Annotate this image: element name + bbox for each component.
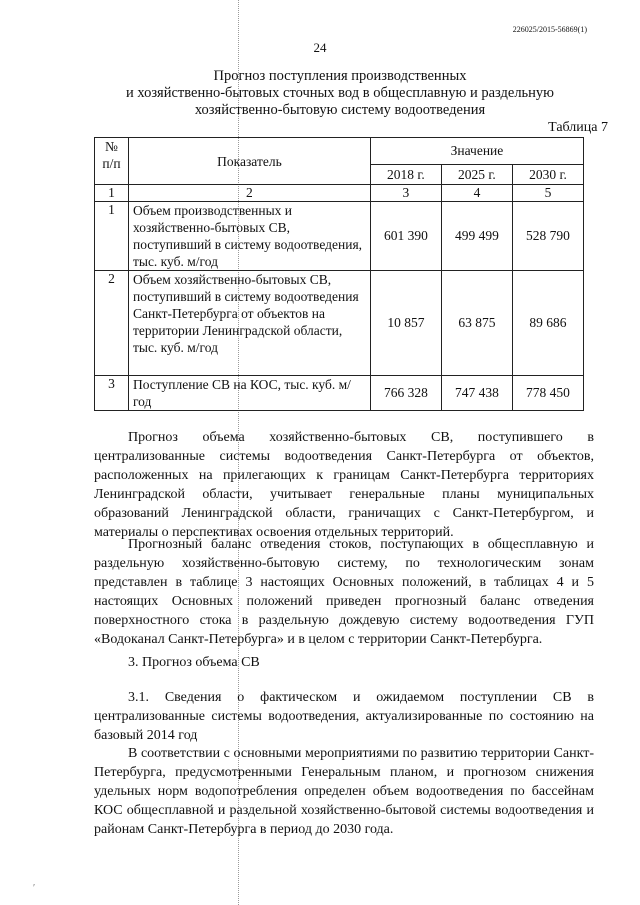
row-value-2025: 499 499 bbox=[441, 202, 512, 271]
section-3-block bbox=[94, 653, 594, 672]
col-number-4: 4 bbox=[441, 185, 512, 202]
paragraph-1-block bbox=[94, 428, 594, 542]
title-line-2: и хозяйственно-бытовых сточных вод в общесплавную и раздельную bbox=[125, 85, 555, 101]
col-number-3: 3 bbox=[370, 185, 441, 202]
row-value-2018: 766 328 bbox=[370, 376, 441, 411]
paragraph-3-block bbox=[94, 744, 594, 839]
col-number-5: 5 bbox=[512, 185, 583, 202]
subsection-3-1-block bbox=[94, 688, 594, 745]
document-number: 226025/2015-56869(1) bbox=[512, 25, 587, 34]
table-row bbox=[95, 271, 584, 376]
title-line-3: хозяйственно-бытовую систему водоотведения bbox=[194, 102, 486, 118]
row-value-2030: 528 790 bbox=[512, 202, 583, 271]
paragraph-3: В соответствии с основными мероприятиями по развитию территории Санкт-Петербурга, предусмотренными Генеральным планом, и прогнозом снижения удельных норм водопотребления определен объем водоотведения по бассейнам КОС общесплавной и раздельной хозяйственно-бытовой системы водоотведения и районам Санкт-Петербурга в период до 2030 года. bbox=[94, 746, 594, 837]
row-num: 3 bbox=[95, 376, 129, 411]
col-number-1: 1 bbox=[95, 185, 129, 202]
row-value-2030: 89 686 bbox=[512, 271, 583, 376]
row-indicator: Объем производственных и хозяйственно-бытовых СВ, поступивший в систему водоотведения, тыс. куб. м/год bbox=[128, 202, 370, 271]
section-3-heading: 3. Прогноз объема СВ bbox=[128, 655, 260, 670]
page-number: 24 bbox=[313, 40, 327, 55]
row-indicator: Объем хозяйственно-бытовых СВ, поступивший в систему водоотведения Санкт-Петербурга от объектов на территории Ленинградской области, тыс. куб. м/год bbox=[128, 271, 370, 376]
row-value-2018: 10 857 bbox=[370, 271, 441, 376]
table-row bbox=[95, 202, 584, 271]
header-year-2030: 2030 г. bbox=[512, 165, 583, 185]
header-year-2018: 2018 г. bbox=[370, 165, 441, 185]
row-num: 1 bbox=[95, 202, 129, 271]
header-indicator: Показатель bbox=[128, 138, 370, 185]
row-value-2025: 747 438 bbox=[441, 376, 512, 411]
table-row bbox=[95, 376, 584, 411]
header-value: Значение bbox=[370, 138, 583, 165]
col-number-2: 2 bbox=[128, 185, 370, 202]
subsection-3-1-heading: 3.1. Сведения о фактическом и ожидаемом поступлении СВ в централизованные системы водоотведения, актуализированные по состоянию на базовый 2014 год bbox=[94, 690, 594, 743]
paragraph-2-block bbox=[94, 535, 594, 649]
table-title bbox=[95, 68, 585, 119]
paragraph-2: Прогнозный баланс отведения стоков, поступающих в общесплавную и раздельную хозяйственно-бытовую систему, по технологическим зонам представлен в таблице 3 настоящих Основных положений, в таблицах 4 и 5 настоящих Основных положений приведен прогнозный баланс отведения поверхностного стока в раздельную дождевую систему водоотведения ГУП «Водоканал Санкт-Петербурга» и в целом с территории Санкт-Петербурга. bbox=[94, 537, 594, 647]
row-value-2025: 63 875 bbox=[441, 271, 512, 376]
paragraph-1: Прогноз объема хозяйственно-бытовых СВ, поступившего в централизованные системы водоотведения Санкт-Петербурга от объектов, расположенных на прилегающих к границам Санкт-Петербурга территориях Ленинградской области, учитывает генеральные планы муниципальных образований Ленинградской области, граничащих с Санкт-Петербургом, и материалы о перспективах освоения отдельных территорий. bbox=[94, 430, 594, 540]
forecast-table bbox=[94, 137, 584, 411]
title-line-1: Прогноз поступления производственных bbox=[213, 68, 467, 84]
row-indicator: Поступление СВ на КОС, тыс. куб. м/год bbox=[128, 376, 370, 411]
row-value-2030: 778 450 bbox=[512, 376, 583, 411]
row-value-2018: 601 390 bbox=[370, 202, 441, 271]
scan-mark: ʹ bbox=[33, 883, 36, 894]
header-num: № п/п bbox=[95, 138, 129, 185]
table-label: Таблица 7 bbox=[548, 120, 608, 135]
row-num: 2 bbox=[95, 271, 129, 376]
header-year-2025: 2025 г. bbox=[441, 165, 512, 185]
